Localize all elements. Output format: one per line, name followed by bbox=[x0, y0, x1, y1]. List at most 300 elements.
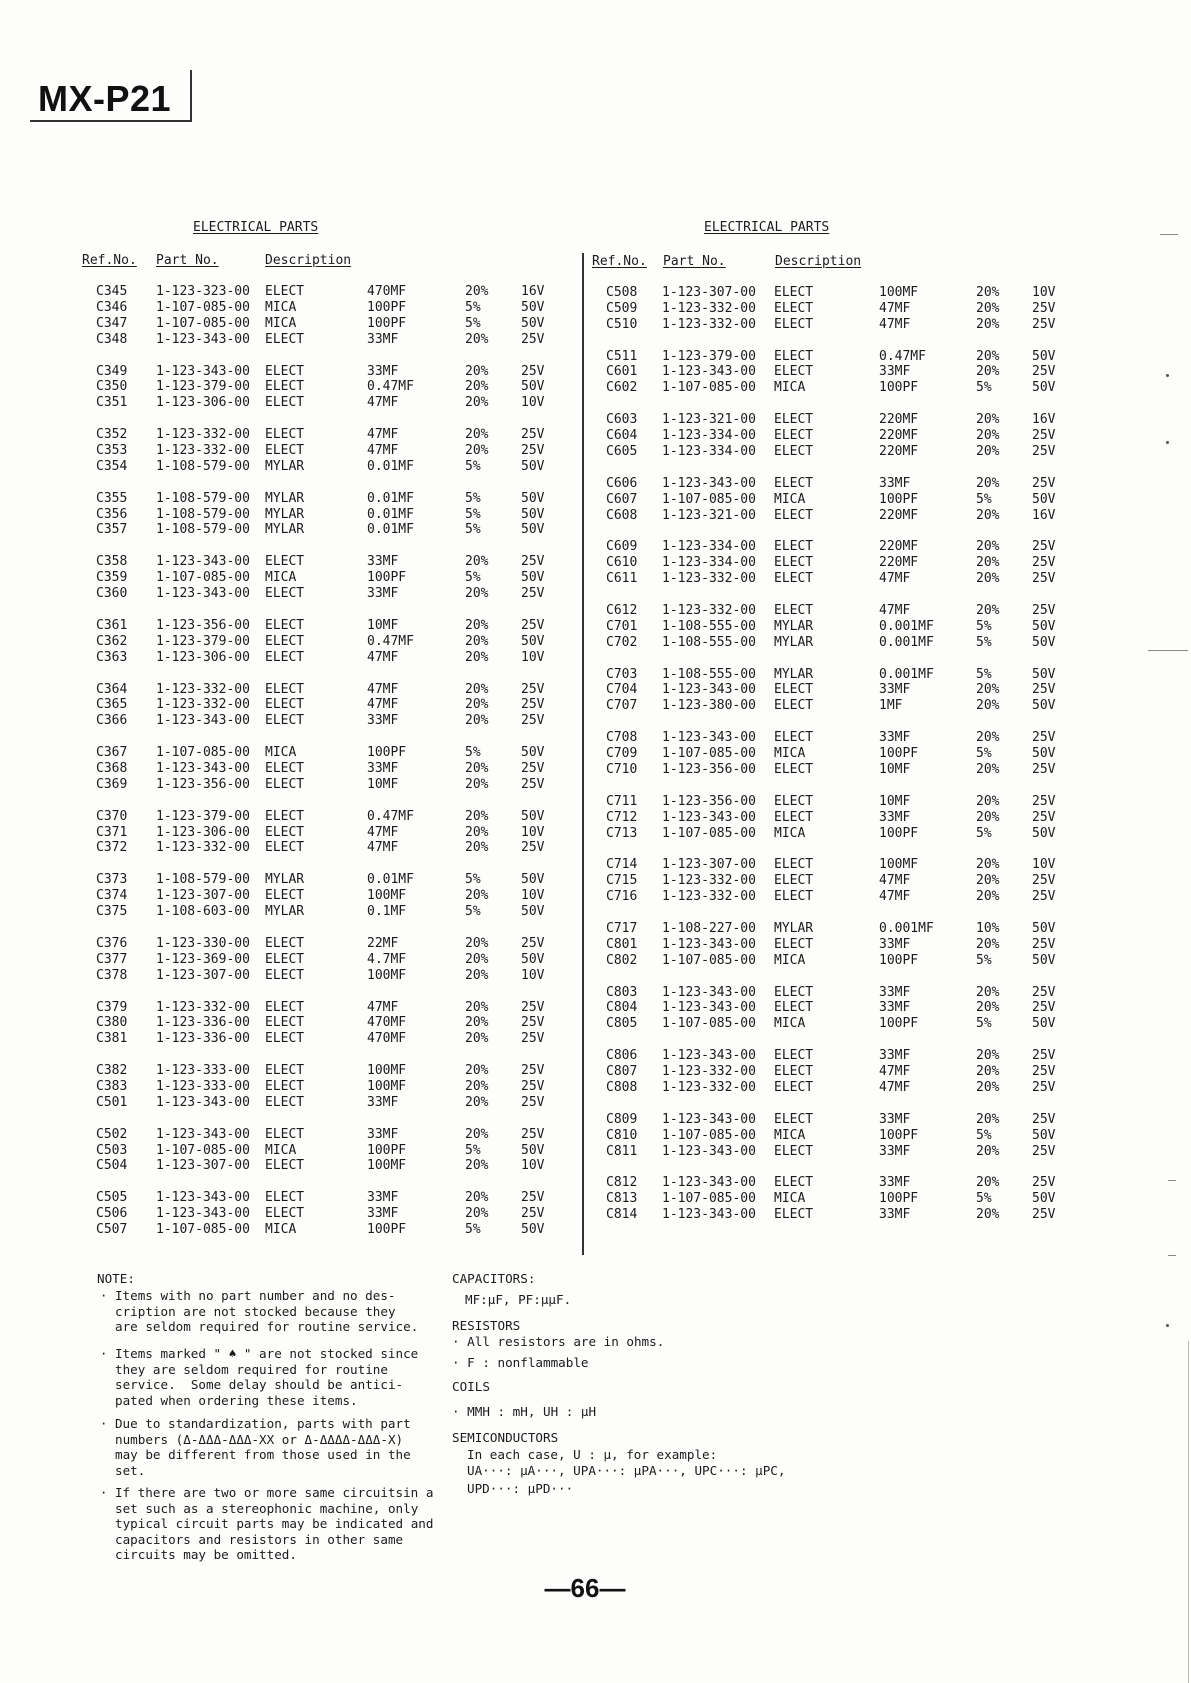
tolerance-cell: 5% bbox=[976, 1127, 992, 1143]
voltage-cell: 25V bbox=[1032, 1048, 1056, 1064]
voltage-cell: 10V bbox=[521, 1158, 545, 1174]
parts-row bbox=[606, 603, 1076, 619]
tolerance-cell: 20% bbox=[976, 857, 1000, 873]
value-cell: 47MF bbox=[367, 840, 399, 856]
parts-row bbox=[606, 1191, 1076, 1207]
value-cell: 33MF bbox=[879, 936, 911, 952]
description-cell: ELECT bbox=[265, 1094, 305, 1110]
description-cell: MICA bbox=[774, 746, 806, 762]
tolerance-cell: 5% bbox=[465, 904, 481, 920]
part-no-cell: 1-123-321-00 bbox=[662, 507, 756, 523]
voltage-cell: 25V bbox=[1032, 300, 1056, 316]
description-cell: ELECT bbox=[774, 873, 814, 889]
value-cell: 100PF bbox=[879, 491, 919, 507]
part-no-cell: 1-107-085-00 bbox=[156, 745, 250, 761]
ref-no-cell: C809 bbox=[606, 1111, 638, 1127]
part-no-cell: 1-123-332-00 bbox=[156, 442, 250, 458]
tolerance-cell: 20% bbox=[465, 1078, 489, 1094]
voltage-cell: 10V bbox=[521, 649, 545, 665]
voltage-cell: 25V bbox=[521, 935, 545, 951]
value-cell: 33MF bbox=[367, 1094, 399, 1110]
value-cell: 47MF bbox=[367, 395, 399, 411]
voltage-cell: 50V bbox=[521, 522, 545, 538]
description-cell: ELECT bbox=[774, 316, 814, 332]
tolerance-cell: 20% bbox=[976, 1064, 1000, 1080]
voltage-cell: 25V bbox=[521, 1078, 545, 1094]
value-cell: 0.001MF bbox=[879, 618, 934, 634]
part-no-cell: 1-107-085-00 bbox=[156, 299, 250, 315]
part-no-cell: 1-123-379-00 bbox=[662, 348, 756, 364]
ref-no-cell: C501 bbox=[96, 1094, 128, 1110]
voltage-cell: 50V bbox=[1032, 825, 1056, 841]
voltage-cell: 16V bbox=[1032, 507, 1056, 523]
description-cell: ELECT bbox=[265, 1190, 305, 1206]
value-cell: 220MF bbox=[879, 555, 919, 571]
voltage-cell: 50V bbox=[1032, 698, 1056, 714]
ref-no-cell: C709 bbox=[606, 746, 638, 762]
part-no-cell: 1-107-085-00 bbox=[662, 1016, 756, 1032]
tolerance-cell: 10% bbox=[976, 921, 1000, 936]
part-no-cell: 1-123-343-00 bbox=[662, 809, 756, 825]
part-no-cell: 1-108-579-00 bbox=[156, 506, 250, 522]
voltage-cell: 25V bbox=[521, 1063, 545, 1079]
parts-row bbox=[606, 1207, 1076, 1223]
tolerance-cell: 5% bbox=[465, 490, 481, 506]
parts-row bbox=[96, 952, 566, 968]
tolerance-cell: 20% bbox=[976, 936, 1000, 952]
value-cell: 0.001MF bbox=[879, 921, 934, 936]
ref-no-cell: C707 bbox=[606, 698, 638, 714]
tolerance-cell: 20% bbox=[465, 1031, 489, 1047]
semiconductors-line: UA···: μA···, UPA···: μPA···, UPC···: μPC, bbox=[467, 1463, 786, 1478]
ref-no-cell: C604 bbox=[606, 428, 638, 444]
description-cell: ELECT bbox=[774, 1175, 814, 1191]
value-cell: 220MF bbox=[879, 412, 919, 428]
part-no-cell: 1-123-343-00 bbox=[662, 475, 756, 491]
part-no-cell: 1-123-332-00 bbox=[156, 697, 250, 713]
parts-row bbox=[606, 285, 1076, 301]
description-cell: ELECT bbox=[265, 713, 305, 729]
tolerance-cell: 20% bbox=[465, 808, 489, 824]
part-no-cell: 1-108-579-00 bbox=[156, 490, 250, 506]
tolerance-cell: 20% bbox=[465, 617, 489, 633]
description-cell: ELECT bbox=[265, 649, 305, 665]
tolerance-cell: 5% bbox=[465, 458, 481, 474]
part-no-cell: 1-123-306-00 bbox=[156, 649, 250, 665]
part-no-cell: 1-123-343-00 bbox=[662, 936, 756, 952]
parts-row bbox=[96, 904, 566, 920]
tolerance-cell: 20% bbox=[465, 649, 489, 665]
ref-no-cell: C372 bbox=[96, 840, 128, 856]
ref-no-cell: C376 bbox=[96, 935, 128, 951]
voltage-cell: 25V bbox=[1032, 936, 1056, 952]
description-cell: ELECT bbox=[265, 331, 305, 347]
description-cell: ELECT bbox=[265, 442, 305, 458]
parts-row bbox=[606, 873, 1076, 889]
ref-no-cell: C358 bbox=[96, 554, 128, 570]
parts-row bbox=[96, 522, 566, 538]
part-no-cell: 1-123-343-00 bbox=[662, 364, 756, 380]
description-cell: MICA bbox=[774, 1127, 806, 1143]
description-cell: ELECT bbox=[265, 824, 305, 840]
ref-no-cell: C363 bbox=[96, 649, 128, 665]
tolerance-cell: 20% bbox=[976, 571, 1000, 587]
parts-row bbox=[96, 427, 566, 443]
parts-row bbox=[606, 889, 1076, 905]
note-line: · Items with no part number and no des- bbox=[99, 1288, 396, 1303]
voltage-cell: 25V bbox=[1032, 730, 1056, 746]
scan-mark bbox=[1168, 1255, 1176, 1256]
parts-row bbox=[606, 619, 1076, 635]
semiconductors-line: In each case, U : μ, for example: bbox=[467, 1447, 718, 1462]
tolerance-cell: 20% bbox=[976, 873, 1000, 889]
tolerance-cell: 5% bbox=[465, 506, 481, 522]
voltage-cell: 25V bbox=[1032, 1143, 1056, 1159]
description-cell: ELECT bbox=[265, 427, 305, 443]
value-cell: 33MF bbox=[879, 984, 911, 1000]
description-cell: ELECT bbox=[265, 840, 305, 856]
value-cell: 100MF bbox=[367, 1158, 407, 1174]
description-cell: MICA bbox=[774, 825, 806, 841]
tolerance-cell: 5% bbox=[465, 299, 481, 315]
value-cell: 0.47MF bbox=[367, 633, 414, 649]
parts-row bbox=[96, 459, 566, 475]
voltage-cell: 50V bbox=[1032, 1127, 1056, 1143]
ref-no-cell: C716 bbox=[606, 889, 638, 905]
value-cell: 100PF bbox=[879, 952, 919, 968]
ref-no-cell: C354 bbox=[96, 458, 128, 474]
value-cell: 0.47MF bbox=[367, 808, 414, 824]
description-cell: MYLAR bbox=[774, 618, 814, 634]
part-no-cell: 1-123-334-00 bbox=[662, 443, 756, 459]
description-cell: ELECT bbox=[774, 793, 814, 809]
value-cell: 33MF bbox=[367, 713, 399, 729]
description-cell: ELECT bbox=[774, 682, 814, 698]
tolerance-cell: 20% bbox=[465, 697, 489, 713]
column-divider bbox=[582, 253, 584, 1255]
tolerance-cell: 20% bbox=[976, 285, 1000, 300]
left-parts-list bbox=[96, 284, 566, 1244]
tolerance-cell: 20% bbox=[976, 603, 1000, 618]
value-cell: 470MF bbox=[367, 284, 407, 299]
parts-row bbox=[606, 937, 1076, 953]
note-item bbox=[99, 1346, 419, 1408]
parts-row bbox=[606, 412, 1076, 428]
parts-row bbox=[96, 634, 566, 650]
ref-no-cell: C508 bbox=[606, 285, 638, 300]
voltage-cell: 50V bbox=[521, 808, 545, 824]
tolerance-cell: 20% bbox=[465, 935, 489, 951]
part-no-cell: 1-107-085-00 bbox=[662, 952, 756, 968]
tolerance-cell: 20% bbox=[976, 555, 1000, 571]
voltage-cell: 50V bbox=[521, 570, 545, 586]
value-cell: 10MF bbox=[367, 617, 399, 633]
note-line: set. bbox=[115, 1462, 146, 1478]
description-cell: ELECT bbox=[774, 1048, 814, 1064]
description-cell: ELECT bbox=[265, 697, 305, 713]
value-cell: 47MF bbox=[879, 316, 911, 332]
value-cell: 4.7MF bbox=[367, 951, 407, 967]
voltage-cell: 25V bbox=[1032, 1079, 1056, 1095]
tolerance-cell: 20% bbox=[465, 284, 489, 299]
ref-no-cell: C359 bbox=[96, 570, 128, 586]
ref-no-cell: C812 bbox=[606, 1175, 638, 1191]
tolerance-cell: 20% bbox=[465, 1126, 489, 1142]
resistors-line: · All resistors are in ohms. bbox=[452, 1334, 665, 1349]
ref-no-cell: C510 bbox=[606, 316, 638, 332]
part-no-cell: 1-107-085-00 bbox=[662, 1127, 756, 1143]
part-no-cell: 1-107-085-00 bbox=[156, 315, 250, 331]
voltage-cell: 25V bbox=[1032, 1207, 1056, 1223]
parts-row bbox=[96, 379, 566, 395]
part-no-cell: 1-123-332-00 bbox=[662, 1079, 756, 1095]
part-no-cell: 1-123-332-00 bbox=[662, 316, 756, 332]
value-cell: 10MF bbox=[879, 793, 911, 809]
parts-row bbox=[96, 1206, 566, 1222]
value-cell: 47MF bbox=[367, 681, 399, 697]
part-no-cell: 1-107-085-00 bbox=[156, 1222, 250, 1238]
part-no-cell: 1-123-379-00 bbox=[156, 633, 250, 649]
parts-row bbox=[606, 1048, 1076, 1064]
ref-no-cell: C348 bbox=[96, 331, 128, 347]
ref-no-cell: C612 bbox=[606, 603, 638, 618]
value-cell: 22MF bbox=[367, 935, 399, 951]
note-line: cription are not stocked because they bbox=[115, 1303, 396, 1319]
parts-row bbox=[96, 697, 566, 713]
ref-no-cell: C803 bbox=[606, 984, 638, 1000]
description-cell: ELECT bbox=[265, 363, 305, 379]
description-cell: MYLAR bbox=[265, 522, 305, 538]
ref-no-cell: C349 bbox=[96, 363, 128, 379]
ref-no-cell: C808 bbox=[606, 1079, 638, 1095]
voltage-cell: 50V bbox=[1032, 666, 1056, 682]
voltage-cell: 50V bbox=[521, 490, 545, 506]
note-line: typical circuit parts may be indicated and bbox=[115, 1516, 434, 1531]
ref-no-cell: C810 bbox=[606, 1127, 638, 1143]
value-cell: 47MF bbox=[367, 697, 399, 713]
tolerance-cell: 20% bbox=[976, 730, 1000, 746]
tolerance-cell: 20% bbox=[465, 363, 489, 379]
note-line: · Due to standardization, parts with part bbox=[99, 1416, 411, 1431]
part-no-cell: 1-123-343-00 bbox=[662, 984, 756, 1000]
voltage-cell: 25V bbox=[521, 1094, 545, 1110]
value-cell: 33MF bbox=[367, 1206, 399, 1222]
voltage-cell: 10V bbox=[521, 395, 545, 411]
value-cell: 10MF bbox=[879, 761, 911, 777]
value-cell: 100PF bbox=[879, 1127, 919, 1143]
description-cell: ELECT bbox=[265, 586, 305, 602]
part-no-cell: 1-123-307-00 bbox=[156, 888, 250, 904]
value-cell: 10MF bbox=[367, 776, 399, 792]
tolerance-cell: 20% bbox=[976, 761, 1000, 777]
ref-no-cell: C717 bbox=[606, 921, 638, 936]
ref-no-cell: C804 bbox=[606, 1000, 638, 1016]
description-cell: ELECT bbox=[265, 395, 305, 411]
voltage-cell: 25V bbox=[1032, 1000, 1056, 1016]
voltage-cell: 50V bbox=[521, 872, 545, 888]
tolerance-cell: 20% bbox=[976, 300, 1000, 316]
parts-row bbox=[96, 825, 566, 841]
description-cell: ELECT bbox=[774, 809, 814, 825]
value-cell: 100PF bbox=[367, 745, 407, 761]
part-no-cell: 1-108-555-00 bbox=[662, 618, 756, 634]
parts-row bbox=[606, 746, 1076, 762]
ref-no-cell: C610 bbox=[606, 555, 638, 571]
description-cell: ELECT bbox=[774, 412, 814, 428]
part-no-cell: 1-123-332-00 bbox=[156, 681, 250, 697]
description-cell: ELECT bbox=[774, 443, 814, 459]
value-cell: 33MF bbox=[367, 331, 399, 347]
voltage-cell: 25V bbox=[521, 617, 545, 633]
tolerance-cell: 20% bbox=[976, 1175, 1000, 1191]
ref-no-cell: C373 bbox=[96, 872, 128, 888]
voltage-cell: 50V bbox=[521, 745, 545, 761]
value-cell: 33MF bbox=[879, 1175, 911, 1191]
ref-no-cell: C346 bbox=[96, 299, 128, 315]
ref-no-cell: C351 bbox=[96, 395, 128, 411]
parts-row bbox=[96, 1031, 566, 1047]
voltage-cell: 50V bbox=[1032, 1016, 1056, 1032]
voltage-cell: 25V bbox=[521, 363, 545, 379]
coils-title: COILS bbox=[452, 1379, 490, 1394]
ref-no-cell: C711 bbox=[606, 793, 638, 809]
description-cell: ELECT bbox=[774, 555, 814, 571]
tolerance-cell: 5% bbox=[465, 570, 481, 586]
description-cell: ELECT bbox=[265, 633, 305, 649]
value-cell: 47MF bbox=[879, 889, 911, 905]
value-cell: 33MF bbox=[879, 1000, 911, 1016]
tolerance-cell: 20% bbox=[465, 760, 489, 776]
value-cell: 100PF bbox=[879, 746, 919, 762]
value-cell: 33MF bbox=[879, 1143, 911, 1159]
parts-row bbox=[606, 1016, 1076, 1032]
right-col-header-ref-no: Ref.No. bbox=[592, 254, 647, 269]
parts-row bbox=[606, 380, 1076, 396]
parts-row bbox=[606, 301, 1076, 317]
ref-no-cell: C367 bbox=[96, 745, 128, 761]
part-no-cell: 1-123-343-00 bbox=[662, 1111, 756, 1127]
description-cell: ELECT bbox=[774, 1143, 814, 1159]
description-cell: ELECT bbox=[774, 475, 814, 491]
ref-no-cell: C368 bbox=[96, 760, 128, 776]
tolerance-cell: 20% bbox=[976, 364, 1000, 380]
value-cell: 47MF bbox=[879, 1079, 911, 1095]
parts-row bbox=[96, 395, 566, 411]
part-no-cell: 1-123-332-00 bbox=[662, 873, 756, 889]
scan-speck bbox=[1166, 441, 1169, 444]
part-no-cell: 1-123-343-00 bbox=[662, 730, 756, 746]
part-no-cell: 1-123-343-00 bbox=[662, 1143, 756, 1159]
voltage-cell: 50V bbox=[1032, 491, 1056, 507]
tolerance-cell: 20% bbox=[976, 1143, 1000, 1159]
parts-row bbox=[96, 745, 566, 761]
value-cell: 220MF bbox=[879, 443, 919, 459]
voltage-cell: 25V bbox=[1032, 809, 1056, 825]
value-cell: 47MF bbox=[367, 442, 399, 458]
value-cell: 0.47MF bbox=[367, 379, 414, 395]
ref-no-cell: C813 bbox=[606, 1191, 638, 1207]
ref-no-cell: C369 bbox=[96, 776, 128, 792]
scan-mark bbox=[1168, 1180, 1176, 1181]
ref-no-cell: C366 bbox=[96, 713, 128, 729]
ref-no-cell: C379 bbox=[96, 999, 128, 1015]
part-no-cell: 1-123-343-00 bbox=[662, 1207, 756, 1223]
voltage-cell: 10V bbox=[521, 824, 545, 840]
description-cell: ELECT bbox=[774, 1111, 814, 1127]
tolerance-cell: 20% bbox=[465, 824, 489, 840]
description-cell: ELECT bbox=[774, 730, 814, 746]
note-line: numbers (Δ-ΔΔΔ-ΔΔΔ-XX or Δ-ΔΔΔΔ-ΔΔΔ-X) bbox=[115, 1431, 404, 1447]
ref-no-cell: C605 bbox=[606, 443, 638, 459]
parts-row bbox=[606, 555, 1076, 571]
part-no-cell: 1-123-379-00 bbox=[156, 808, 250, 824]
voltage-cell: 25V bbox=[1032, 873, 1056, 889]
tolerance-cell: 5% bbox=[976, 746, 992, 762]
parts-row bbox=[606, 1128, 1076, 1144]
parts-row bbox=[606, 508, 1076, 524]
parts-row bbox=[606, 762, 1076, 778]
description-cell: ELECT bbox=[265, 1031, 305, 1047]
ref-no-cell: C802 bbox=[606, 952, 638, 968]
description-cell: ELECT bbox=[774, 857, 814, 873]
description-cell: ELECT bbox=[265, 967, 305, 983]
resistors-title: RESISTORS bbox=[452, 1318, 521, 1333]
description-cell: ELECT bbox=[265, 935, 305, 951]
part-no-cell: 1-123-343-00 bbox=[156, 1190, 250, 1206]
description-cell: ELECT bbox=[265, 808, 305, 824]
parts-row bbox=[606, 1064, 1076, 1080]
value-cell: 100PF bbox=[367, 570, 407, 586]
ref-no-cell: C374 bbox=[96, 888, 128, 904]
value-cell: 0.1MF bbox=[367, 904, 407, 920]
ref-no-cell: C370 bbox=[96, 808, 128, 824]
description-cell: ELECT bbox=[265, 888, 305, 904]
voltage-cell: 50V bbox=[1032, 952, 1056, 968]
part-no-cell: 1-123-356-00 bbox=[156, 617, 250, 633]
parts-row bbox=[96, 491, 566, 507]
parts-row bbox=[96, 300, 566, 316]
tolerance-cell: 20% bbox=[976, 809, 1000, 825]
voltage-cell: 25V bbox=[1032, 1064, 1056, 1080]
description-cell: ELECT bbox=[774, 348, 814, 364]
part-no-cell: 1-107-085-00 bbox=[662, 825, 756, 841]
scan-edge-line bbox=[1188, 1341, 1189, 1683]
voltage-cell: 25V bbox=[1032, 1175, 1056, 1191]
part-no-cell: 1-123-332-00 bbox=[156, 427, 250, 443]
description-cell: MICA bbox=[265, 1142, 297, 1158]
tolerance-cell: 5% bbox=[976, 666, 992, 682]
tolerance-cell: 20% bbox=[976, 698, 1000, 714]
tolerance-cell: 20% bbox=[465, 554, 489, 570]
parts-row bbox=[96, 1127, 566, 1143]
value-cell: 33MF bbox=[879, 1207, 911, 1223]
tolerance-cell: 20% bbox=[465, 379, 489, 395]
part-no-cell: 1-123-356-00 bbox=[662, 793, 756, 809]
parts-row bbox=[96, 332, 566, 348]
description-cell: MICA bbox=[265, 299, 297, 315]
description-cell: ELECT bbox=[774, 507, 814, 523]
tolerance-cell: 20% bbox=[465, 1015, 489, 1031]
part-no-cell: 1-123-332-00 bbox=[662, 1064, 756, 1080]
value-cell: 47MF bbox=[879, 873, 911, 889]
voltage-cell: 10V bbox=[1032, 285, 1056, 300]
value-cell: 0.01MF bbox=[367, 872, 414, 888]
ref-no-cell: C382 bbox=[96, 1063, 128, 1079]
note-item bbox=[99, 1288, 419, 1335]
right-section-heading: ELECTRICAL PARTS bbox=[704, 220, 830, 235]
ref-no-cell: C505 bbox=[96, 1190, 128, 1206]
description-cell: MICA bbox=[265, 1222, 297, 1238]
